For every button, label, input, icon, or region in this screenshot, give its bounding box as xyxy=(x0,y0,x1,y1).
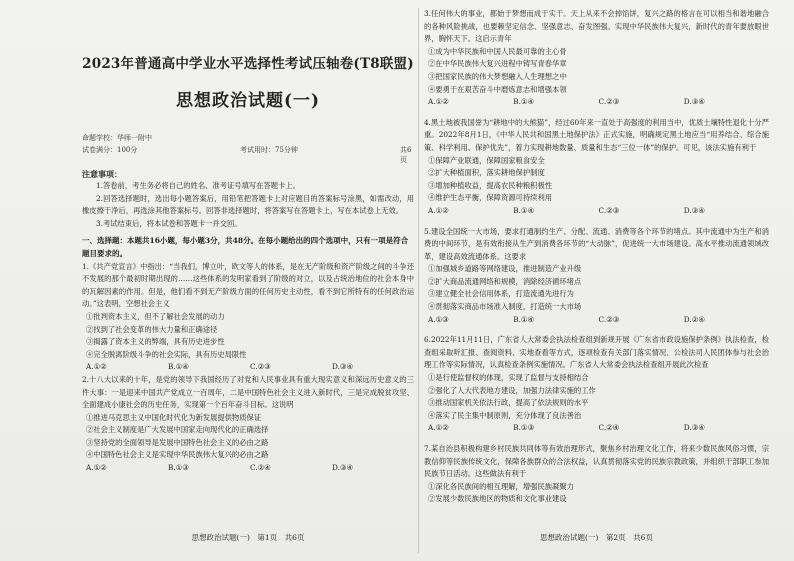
question-stem: 6.2022年11月11日，广东省人大常委会执法检查组到新规开展《广东省市政设施保护条例》执法检查，检查组采取听汇报、查阅资料、实地查看等方式，逐项检查有关部门落实情况、公检法司人民团体参与社会治理工作等实际情况，认真检查条例实施情况。广东省人大常委会执法检查组开展此次检查 xyxy=(424,335,769,370)
question-option: ①推进马克思主义中国化时代化为新发展提供物质保证 xyxy=(86,412,262,422)
answer-d: D.③④ xyxy=(332,362,353,372)
question-option: ④中国特色社会主义是实现中华民族伟大复兴的必由之路 xyxy=(86,450,269,460)
column-divider xyxy=(418,8,419,553)
notice-item: 2.回答选择题时，选出每小题答案后，用铅笔把答题卡上对应题目的答案标号涂黑，如需改动，用橡皮擦干净后，再选涂其他答案标号。回答非选择题时，将答案写在答题卡上，写在本试卷上无效。 xyxy=(82,193,414,216)
question-5 xyxy=(424,226,769,327)
page-footer-right: 思想政治试题(一) 第2页 共6页 xyxy=(540,533,653,542)
answer-c: C.②③ xyxy=(250,362,271,372)
question-stem: 3.任何伟大的事业，都始于梦想而成于实干。天上从来不会掉馅饼，复兴之路的格言在可以相当和谐地融合的各种风险挑战，也要赖坚定信念、坚强意志、奋发图强。实现中华民族伟大复兴，新时代的青年要放眼世界，胸怀天下。这启示青年 xyxy=(424,9,769,44)
question-option: ②找到了社会变革的伟大力量和正确途径 xyxy=(86,324,218,334)
question-option: ②强化了人大代表地方建设，加强力法律实施的工作 xyxy=(428,385,596,395)
page-footer-left: 思想政治试题(一) 第1页 共6页 xyxy=(191,533,305,542)
meta-score: 试卷满分：100分 xyxy=(82,146,138,154)
question-option: ③坚持党的全面领导是发展中国特色社会主义的必由之路 xyxy=(86,437,269,447)
left-column xyxy=(82,0,414,561)
answer-choices xyxy=(424,314,769,327)
answer-d: D.③④ xyxy=(683,205,705,215)
answer-choices xyxy=(424,96,769,109)
answer-a: A.①② xyxy=(428,97,449,107)
question-option: ①成为中华民族和中国人民最可靠的主心骨 xyxy=(428,46,567,56)
question-option: ②发展少数民族地区的物质和文化事业建设 xyxy=(428,494,567,504)
answer-a: A.①③ xyxy=(428,314,449,324)
question-stem: 5.建设全国统一大市场，要求打通制约生产、分配、流通、消费等各个环节的堵点。其中流通中为生产和消费的中间环节，是有效衔接从生产到消费各环节的“大动脉”，促进统一大市场建设。高水平推动流通领域改革，建设高效流通体系。这要求 xyxy=(424,226,769,261)
question-option: ②扩大种植面积，落实耕地保护制度 xyxy=(428,168,545,178)
answer-b: B.①③ xyxy=(513,423,535,433)
answer-a: A.①② xyxy=(428,205,449,215)
answer-b: B.①④ xyxy=(513,97,535,107)
question-6 xyxy=(424,334,769,435)
question-option: ①批判资本主义，但不了解社会发展的动力 xyxy=(86,311,225,321)
meta-time: 考试用时：75分钟 xyxy=(240,146,298,154)
question-option: ④完全脱离阶级斗争的社会实际，具有历史局限性 xyxy=(86,349,247,359)
answer-b: B.①④ xyxy=(513,205,535,215)
meta-pages: 共6页 xyxy=(400,146,412,164)
question-option: ②社会主义制度是广大发展中国家走向现代化的正确选择 xyxy=(86,425,269,435)
question-2 xyxy=(82,374,414,475)
exam-subtitle: 思想政治试题(一) xyxy=(175,91,321,111)
answer-d: D.②④ xyxy=(683,314,705,324)
question-1 xyxy=(82,261,414,374)
exam-title: 2023年普通高中学业水平选择性考试压轴卷(T8联盟) xyxy=(82,56,414,72)
answer-c: C.②③ xyxy=(598,314,620,324)
answer-a: A.①② xyxy=(428,423,449,433)
answer-choices xyxy=(82,361,414,374)
meta-school: 命题学校：华师一附中 xyxy=(82,134,152,142)
answer-a: A.①② xyxy=(86,362,107,372)
answer-c: C.②③ xyxy=(598,97,620,107)
notice-heading: 注意事项： xyxy=(82,169,122,179)
question-stem: 2.十八大以来的十年，是党的领导下我国经历了对党和人民事业具有重大现实意义和深远历史意义的三件大事：一是迎来中国共产党成立一百周年，二是中国特色社会主义进入新时代，三是完成脱贫攻坚、全面建成小康社会的历史任务，实现第一个百年奋斗目标。这说明 xyxy=(82,374,414,410)
notice-item: 1.答卷前，考生务必将自己的姓名、准考证号填写在答题卡上。 xyxy=(96,181,300,190)
question-option: ③揭露了资本主义的弊端，具有历史进步性 xyxy=(86,337,225,347)
question-option: ④维护生态平衡，保障资源可持续利用 xyxy=(428,193,553,203)
question-stem: 7.某自治县积极构建乡村民族共同体等有效治理形式，聚焦乡村治理文化工作，将来少数民族风俗习惯，宗教信仰等民族传统文化，保障各族群众的合法权益，认真贯彻落实党的民族宗教政策，并组织干部职工参加民族节日活动。这些做法有利于 xyxy=(424,444,769,479)
answer-d: D.③④ xyxy=(683,423,705,433)
notice-item: 3.考试结束后，将本试卷和答题卡一并交回。 xyxy=(96,218,242,228)
question-option: ①是行使监督权的体现，实现了监督与支持相结合 xyxy=(428,373,589,383)
answer-choices xyxy=(424,422,769,435)
question-option: ②在中华民族伟大复兴进程中铸写青春华章 xyxy=(428,59,567,69)
question-7 xyxy=(424,443,769,506)
answer-c: C.②④ xyxy=(598,423,620,433)
question-option: ①深化各民族间的相互理解，增强民族凝聚力 xyxy=(428,481,574,491)
question-option: ②扩大商品流通网络和规模，消除经济循环堵点 xyxy=(428,276,582,286)
question-option: ③增加种植收益，提高农民种粮积极性 xyxy=(428,180,553,190)
answer-choices xyxy=(424,205,769,218)
question-option: ③把国家民族的伟大梦想融入人生理想之中 xyxy=(428,71,567,81)
answer-d: D.③④ xyxy=(683,97,705,107)
question-option: ①加强城乡道路等网络建设，推进制造产业升级 xyxy=(428,264,582,274)
question-option: ③建立健全社会信用体系，打造流通先进行为 xyxy=(428,289,574,299)
answer-choices xyxy=(82,462,414,475)
question-option: ③推动国家机关依法行政，提高了依法规则的水平 xyxy=(428,398,589,408)
question-3 xyxy=(424,8,769,109)
exam-meta xyxy=(82,133,414,163)
answer-d: D.③④ xyxy=(332,463,353,473)
answer-c: C.②③ xyxy=(598,205,620,215)
answer-c: C.②④ xyxy=(250,463,271,473)
right-column xyxy=(424,0,769,561)
question-option: ①保障产业联通，保障国家粮食安全 xyxy=(428,155,545,165)
answer-b: B.①④ xyxy=(513,314,535,324)
answer-a: A.①② xyxy=(86,463,107,473)
answer-b: B.①③ xyxy=(168,463,189,473)
question-option: ④要勇于在艰苦奋斗中磨炼意志和增强本领 xyxy=(428,84,567,94)
question-stem: 4.黑土地被我国誉为“耕地中的大熊猫”，经过60年来一直处于高强度的利用当中，优质土壤特性退化十分严重。2022年8月1日，《中华人民共和国黑土地保护法》正式实施，明确规定黑土地应当“用养结合、综合施策、科学利用、保护优先”，着力实现耕地数量、质量和生态“三位一体”的保护。可见，该法实施有利于 xyxy=(424,117,769,152)
section-heading: 一、选择题：本题共16小题，每小题3分，共48分。在每小题给出的四个选项中，只有一项是符合题目要求的。 xyxy=(82,236,409,258)
question-4 xyxy=(424,117,769,218)
question-stem: 1.《共产党宣言》中指出：“当我们，博立叶，欧文等人的体系，是在无产阶级和资产阶级之间的斗争还不发展的那个最初时期出现的……这些体系的发明家看到了阶级的对立，以及占统治地位的社会本身中的瓦解因素的作用。但是，他们看不到无产阶级方面的任何历史主动性，看不到它所特有的任何政治运动。”这表明，空想社会主义 xyxy=(82,261,414,309)
question-option: ④贯彻落实商品市场准入制度，打造统一大市场 xyxy=(428,302,582,312)
answer-b: B.①④ xyxy=(168,362,189,372)
question-option: ④落实了民主集中制原则，充分体现了良法善治 xyxy=(428,410,582,420)
